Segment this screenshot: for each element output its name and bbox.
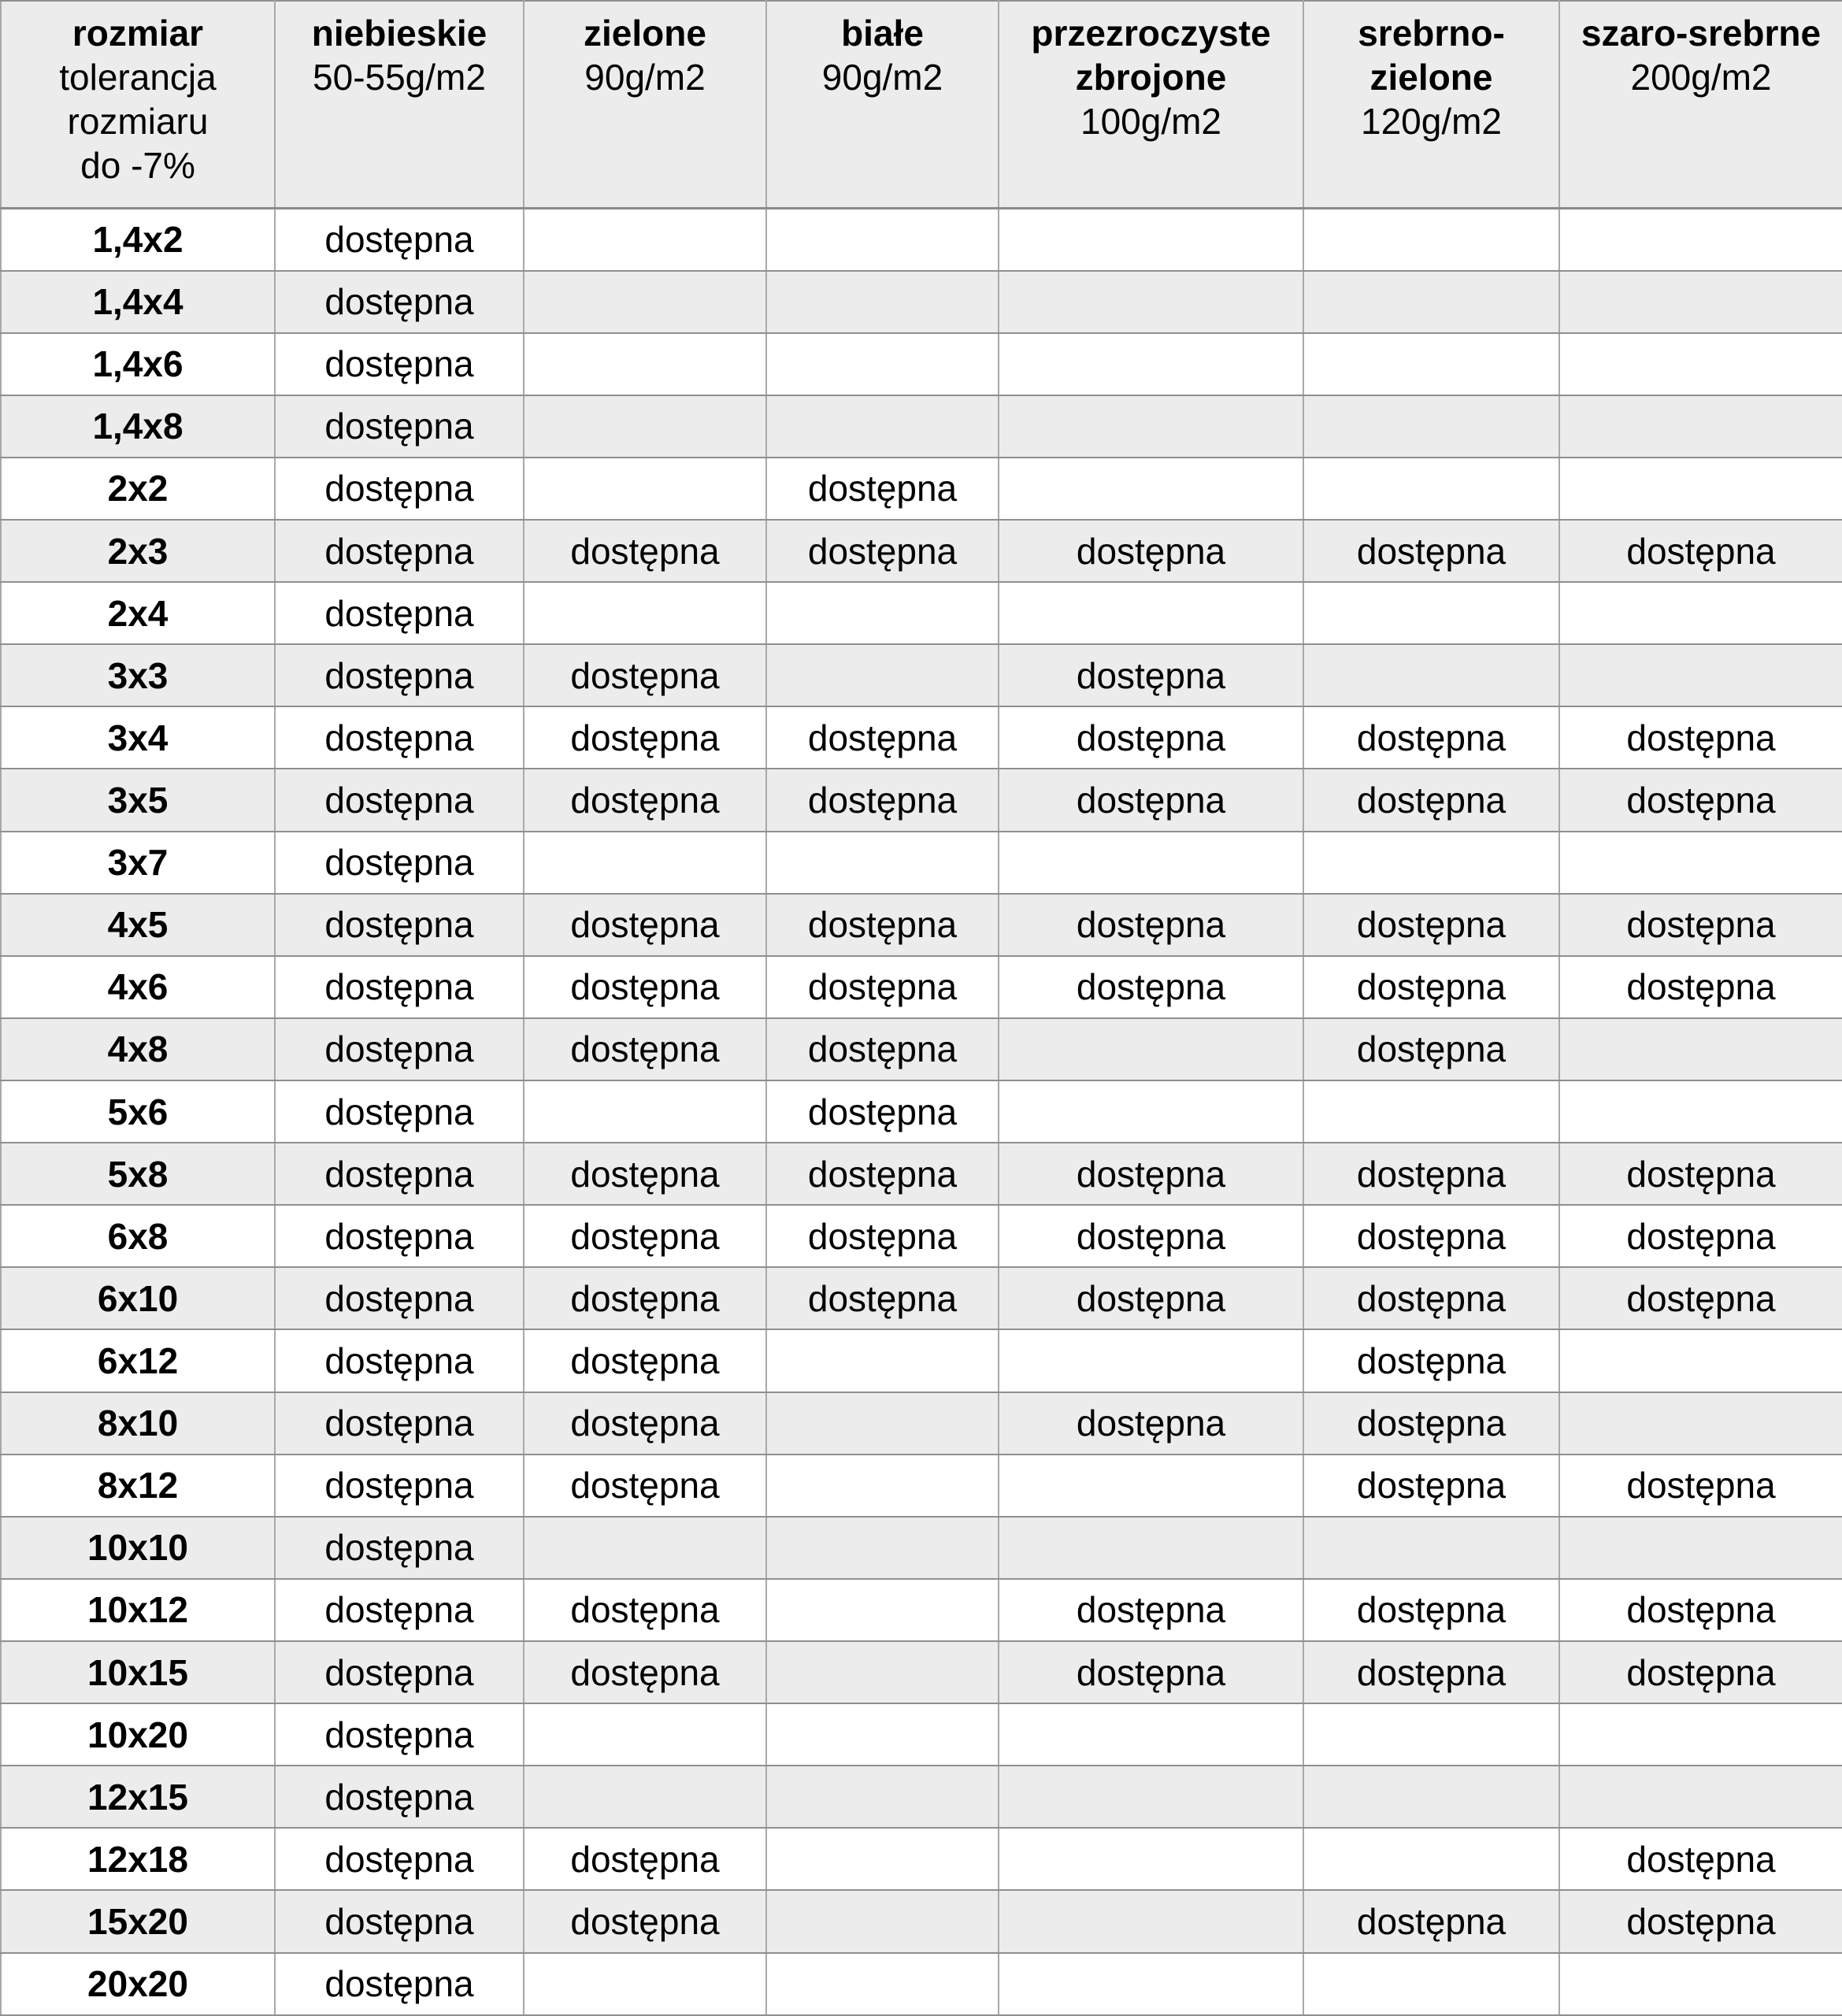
table-row: [1, 1455, 1842, 1517]
size-cell: 2x3: [1, 520, 275, 582]
availability-cell: dostępna: [275, 271, 524, 333]
availability-cell: dostępna: [766, 769, 999, 831]
column-header-srebrno-zielone: [1303, 1, 1559, 209]
availability-cell: dostępna: [766, 1267, 999, 1329]
size-cell: 5x8: [1, 1143, 275, 1205]
column-title-line: zbrojone: [1075, 57, 1227, 98]
table-row: [1, 1641, 1842, 1703]
availability-cell: [766, 1392, 999, 1455]
availability-cell: [524, 832, 766, 894]
availability-cell: dostępna: [1303, 706, 1559, 769]
table-row: [1, 706, 1842, 769]
availability-cell: dostępna: [275, 706, 524, 769]
availability-cell: dostępna: [524, 1890, 766, 1952]
availability-cell: dostępna: [999, 1205, 1303, 1267]
table-row: [1, 1953, 1842, 2015]
availability-cell: [1303, 644, 1559, 706]
column-weight: 200g/m2: [1630, 57, 1772, 98]
availability-cell: [766, 1579, 999, 1641]
availability-cell: [524, 395, 766, 458]
column-header-zielone: [524, 1, 766, 209]
column-weight: 50-55g/m2: [313, 57, 486, 98]
size-cell: 5x6: [1, 1080, 275, 1143]
size-cell: 15x20: [1, 1890, 275, 1952]
availability-cell: dostępna: [1559, 1828, 1842, 1890]
table-row: [1, 1267, 1842, 1329]
availability-cell: dostępna: [275, 1890, 524, 1952]
size-cell: 1,4x8: [1, 395, 275, 458]
availability-cell: [1559, 209, 1842, 271]
size-cell: 20x20: [1, 1953, 275, 2015]
availability-cell: [999, 1080, 1303, 1143]
table-row: [1, 271, 1842, 333]
column-header-biale: [766, 1, 999, 209]
availability-cell: [1559, 1703, 1842, 1766]
column-header-przezroczyste-zbrojone: [999, 1, 1303, 209]
column-title-line: zielone: [1369, 57, 1493, 98]
availability-cell: dostępna: [275, 1703, 524, 1766]
table-row: [1, 458, 1842, 520]
column-header-size: [1, 1, 275, 209]
size-cell: 3x4: [1, 706, 275, 769]
table-row: [1, 1890, 1842, 1952]
availability-cell: dostępna: [275, 1953, 524, 2015]
availability-cell: [766, 644, 999, 706]
availability-cell: [1303, 1517, 1559, 1579]
availability-cell: [766, 1953, 999, 2015]
availability-cell: [766, 1517, 999, 1579]
availability-cell: dostępna: [1559, 1267, 1842, 1329]
availability-cell: dostępna: [999, 1579, 1303, 1641]
availability-cell: [1559, 395, 1842, 458]
availability-cell: [524, 271, 766, 333]
availability-cell: dostępna: [524, 1018, 766, 1080]
column-title-line: zielone: [584, 13, 706, 54]
table-row: [1, 644, 1842, 706]
availability-cell: [1303, 395, 1559, 458]
availability-cell: [766, 271, 999, 333]
table-row: [1, 1579, 1842, 1641]
availability-cell: [766, 1703, 999, 1766]
availability-cell: [999, 1455, 1303, 1517]
availability-cell: [1303, 1766, 1559, 1828]
availability-cell: [1303, 333, 1559, 395]
availability-cell: dostępna: [1559, 1143, 1842, 1205]
availability-cell: [999, 1953, 1303, 2015]
availability-cell: dostępna: [1303, 769, 1559, 831]
availability-cell: dostępna: [524, 1143, 766, 1205]
availability-cell: [766, 1641, 999, 1703]
size-cell: 4x8: [1, 1018, 275, 1080]
table-header: [1, 1, 1842, 209]
availability-cell: dostępna: [1559, 706, 1842, 769]
availability-cell: dostępna: [999, 644, 1303, 706]
column-weight: 90g/m2: [821, 57, 943, 98]
availability-cell: dostępna: [275, 1018, 524, 1080]
availability-cell: dostępna: [1303, 956, 1559, 1018]
availability-cell: dostępna: [766, 1205, 999, 1267]
table-row: [1, 1143, 1842, 1205]
size-cell: 4x5: [1, 894, 275, 956]
availability-cell: dostępna: [1303, 1018, 1559, 1080]
availability-cell: dostępna: [275, 894, 524, 956]
availability-cell: [1303, 209, 1559, 271]
availability-cell: dostępna: [1559, 520, 1842, 582]
size-cell: 10x15: [1, 1641, 275, 1703]
availability-cell: dostępna: [524, 644, 766, 706]
availability-cell: dostępna: [275, 644, 524, 706]
availability-cell: [1559, 1766, 1842, 1828]
size-cell: 1,4x4: [1, 271, 275, 333]
availability-cell: [524, 1766, 766, 1828]
availability-cell: dostępna: [275, 1455, 524, 1517]
size-cell: 3x7: [1, 832, 275, 894]
availability-cell: dostępna: [1303, 1267, 1559, 1329]
size-cell: 6x10: [1, 1267, 275, 1329]
availability-cell: [1303, 1080, 1559, 1143]
availability-cell: [999, 271, 1303, 333]
size-cell: 1,4x6: [1, 333, 275, 395]
size-cell: 10x12: [1, 1579, 275, 1641]
availability-cell: [766, 1890, 999, 1952]
table-row: [1, 1205, 1842, 1267]
availability-cell: dostępna: [524, 1579, 766, 1641]
availability-cell: dostępna: [1303, 520, 1559, 582]
column-weight: 100g/m2: [1080, 101, 1221, 142]
availability-cell: dostępna: [766, 894, 999, 956]
availability-cell: [999, 209, 1303, 271]
availability-cell: dostępna: [524, 1205, 766, 1267]
availability-cell: [1559, 1018, 1842, 1080]
size-cell: 12x18: [1, 1828, 275, 1890]
availability-cell: [1303, 1953, 1559, 2015]
availability-cell: dostępna: [275, 832, 524, 894]
size-header-subtitle-line: rozmiaru: [67, 101, 209, 142]
availability-cell: [999, 832, 1303, 894]
availability-cell: dostępna: [275, 769, 524, 831]
availability-cell: [1559, 644, 1842, 706]
table-row: [1, 1080, 1842, 1143]
availability-cell: dostępna: [766, 1018, 999, 1080]
availability-cell: dostępna: [766, 458, 999, 520]
availability-cell: dostępna: [1559, 1641, 1842, 1703]
availability-cell: [999, 1018, 1303, 1080]
size-header-subtitle-line: do -7%: [80, 145, 195, 186]
size-header-title: rozmiar: [72, 13, 204, 54]
availability-cell: [999, 582, 1303, 644]
availability-cell: [766, 209, 999, 271]
availability-cell: dostępna: [1559, 1205, 1842, 1267]
availability-cell: dostępna: [275, 333, 524, 395]
size-cell: 3x3: [1, 644, 275, 706]
table-row: [1, 894, 1842, 956]
size-cell: 1,4x2: [1, 209, 275, 271]
availability-cell: dostępna: [1559, 1455, 1842, 1517]
availability-cell: dostępna: [766, 520, 999, 582]
availability-cell: dostępna: [524, 956, 766, 1018]
availability-cell: dostępna: [999, 1143, 1303, 1205]
availability-cell: dostępna: [275, 1267, 524, 1329]
availability-cell: [1559, 1517, 1842, 1579]
size-cell: 10x10: [1, 1517, 275, 1579]
availability-cell: dostępna: [766, 956, 999, 1018]
availability-cell: [524, 582, 766, 644]
availability-cell: [999, 1766, 1303, 1828]
size-cell: 12x15: [1, 1766, 275, 1828]
availability-cell: dostępna: [999, 520, 1303, 582]
availability-cell: [766, 1766, 999, 1828]
availability-cell: [999, 1517, 1303, 1579]
availability-cell: dostępna: [1303, 1890, 1559, 1952]
availability-cell: dostępna: [1303, 1205, 1559, 1267]
column-title-line: niebieskie: [311, 13, 487, 54]
availability-cell: dostępna: [275, 1828, 524, 1890]
availability-cell: dostępna: [1303, 1579, 1559, 1641]
column-title-line: srebrno-: [1358, 13, 1505, 54]
availability-cell: [766, 1455, 999, 1517]
table-row: [1, 1392, 1842, 1455]
availability-cell: [1559, 1392, 1842, 1455]
availability-cell: dostępna: [1559, 1579, 1842, 1641]
availability-cell: dostępna: [524, 706, 766, 769]
column-header-szaro-srebrne: [1559, 1, 1842, 209]
availability-cell: [766, 582, 999, 644]
availability-cell: [1559, 832, 1842, 894]
availability-cell: dostępna: [999, 956, 1303, 1018]
availability-cell: dostępna: [524, 1267, 766, 1329]
availability-cell: dostępna: [1303, 1143, 1559, 1205]
availability-cell: [1559, 1080, 1842, 1143]
availability-cell: dostępna: [524, 1828, 766, 1890]
table-row: [1, 1517, 1842, 1579]
availability-cell: [999, 1329, 1303, 1392]
column-header-niebieskie: [275, 1, 524, 209]
availability-cell: dostępna: [524, 520, 766, 582]
table-row: [1, 520, 1842, 582]
availability-cell: dostępna: [275, 1766, 524, 1828]
availability-cell: [524, 1517, 766, 1579]
table-row: [1, 1329, 1842, 1392]
size-header-subtitle-line: tolerancja: [59, 57, 217, 98]
availability-cell: dostępna: [1303, 1392, 1559, 1455]
availability-cell: [1559, 1329, 1842, 1392]
availability-cell: dostępna: [275, 1329, 524, 1392]
availability-cell: [999, 1890, 1303, 1952]
availability-cell: [1559, 1953, 1842, 2015]
availability-cell: [1303, 832, 1559, 894]
availability-cell: dostępna: [1303, 1641, 1559, 1703]
table-row: [1, 1703, 1842, 1766]
availability-cell: dostępna: [275, 1641, 524, 1703]
column-weight: 120g/m2: [1360, 101, 1502, 142]
availability-cell: [766, 395, 999, 458]
availability-cell: dostępna: [1559, 956, 1842, 1018]
availability-cell: dostępna: [1303, 1455, 1559, 1517]
table-row: [1, 769, 1842, 831]
availability-cell: [1303, 458, 1559, 520]
table-body: [1, 209, 1842, 2016]
availability-cell: [999, 395, 1303, 458]
availability-cell: dostępna: [999, 769, 1303, 831]
availability-cell: dostępna: [524, 1641, 766, 1703]
table-row: [1, 1766, 1842, 1828]
availability-cell: dostępna: [766, 1080, 999, 1143]
availability-cell: [766, 333, 999, 395]
size-cell: 8x10: [1, 1392, 275, 1455]
availability-cell: dostępna: [524, 894, 766, 956]
availability-cell: [999, 1828, 1303, 1890]
availability-cell: [1559, 582, 1842, 644]
availability-cell: dostępna: [524, 769, 766, 831]
availability-cell: dostępna: [275, 458, 524, 520]
availability-cell: dostępna: [1303, 1329, 1559, 1392]
table-row: [1, 582, 1842, 644]
table-row: [1, 333, 1842, 395]
availability-cell: [766, 832, 999, 894]
size-cell: 2x2: [1, 458, 275, 520]
availability-cell: dostępna: [999, 1267, 1303, 1329]
availability-cell: [1559, 458, 1842, 520]
column-title-line: białe: [841, 13, 924, 54]
availability-cell: dostępna: [766, 1143, 999, 1205]
availability-cell: dostępna: [999, 1392, 1303, 1455]
availability-cell: dostępna: [1303, 894, 1559, 956]
availability-cell: dostępna: [999, 1641, 1303, 1703]
availability-cell: dostępna: [275, 1080, 524, 1143]
size-cell: 2x4: [1, 582, 275, 644]
availability-cell: [1559, 271, 1842, 333]
availability-cell: [999, 1703, 1303, 1766]
availability-cell: dostępna: [275, 1205, 524, 1267]
availability-cell: [524, 209, 766, 271]
availability-cell: [524, 1080, 766, 1143]
size-cell: 3x5: [1, 769, 275, 831]
table-row: [1, 395, 1842, 458]
table-row: [1, 832, 1842, 894]
availability-cell: [524, 458, 766, 520]
header-row: [1, 1, 1842, 209]
availability-cell: [1303, 1703, 1559, 1766]
availability-cell: dostępna: [275, 395, 524, 458]
table-row: [1, 1828, 1842, 1890]
availability-cell: dostępna: [999, 706, 1303, 769]
availability-cell: dostępna: [766, 706, 999, 769]
availability-cell: [999, 458, 1303, 520]
availability-cell: dostępna: [999, 894, 1303, 956]
availability-cell: dostępna: [275, 209, 524, 271]
availability-cell: [1303, 1828, 1559, 1890]
availability-cell: dostępna: [1559, 1890, 1842, 1952]
size-cell: 10x20: [1, 1703, 275, 1766]
availability-cell: [524, 1703, 766, 1766]
size-cell: 6x12: [1, 1329, 275, 1392]
availability-cell: dostępna: [275, 1143, 524, 1205]
availability-cell: [524, 1953, 766, 2015]
availability-cell: [524, 333, 766, 395]
availability-cell: [1303, 271, 1559, 333]
size-cell: 4x6: [1, 956, 275, 1018]
availability-cell: dostępna: [275, 520, 524, 582]
availability-cell: dostępna: [275, 1517, 524, 1579]
availability-cell: dostępna: [524, 1329, 766, 1392]
availability-cell: dostępna: [524, 1455, 766, 1517]
column-weight: 90g/m2: [584, 57, 706, 98]
column-title-line: przezroczyste: [1031, 13, 1271, 54]
availability-cell: dostępna: [275, 956, 524, 1018]
table-row: [1, 209, 1842, 271]
size-cell: 6x8: [1, 1205, 275, 1267]
availability-cell: dostępna: [1559, 769, 1842, 831]
column-title-line: szaro-srebrne: [1581, 13, 1822, 54]
availability-cell: [766, 1828, 999, 1890]
availability-cell: [1559, 333, 1842, 395]
table-row: [1, 956, 1842, 1018]
availability-cell: dostępna: [275, 1392, 524, 1455]
availability-cell: dostępna: [1559, 894, 1842, 956]
availability-cell: dostępna: [275, 582, 524, 644]
availability-cell: dostępna: [275, 1579, 524, 1641]
availability-cell: [766, 1329, 999, 1392]
availability-cell: [999, 333, 1303, 395]
size-cell: 8x12: [1, 1455, 275, 1517]
availability-cell: dostępna: [524, 1392, 766, 1455]
availability-cell: [1303, 582, 1559, 644]
table-row: [1, 1018, 1842, 1080]
